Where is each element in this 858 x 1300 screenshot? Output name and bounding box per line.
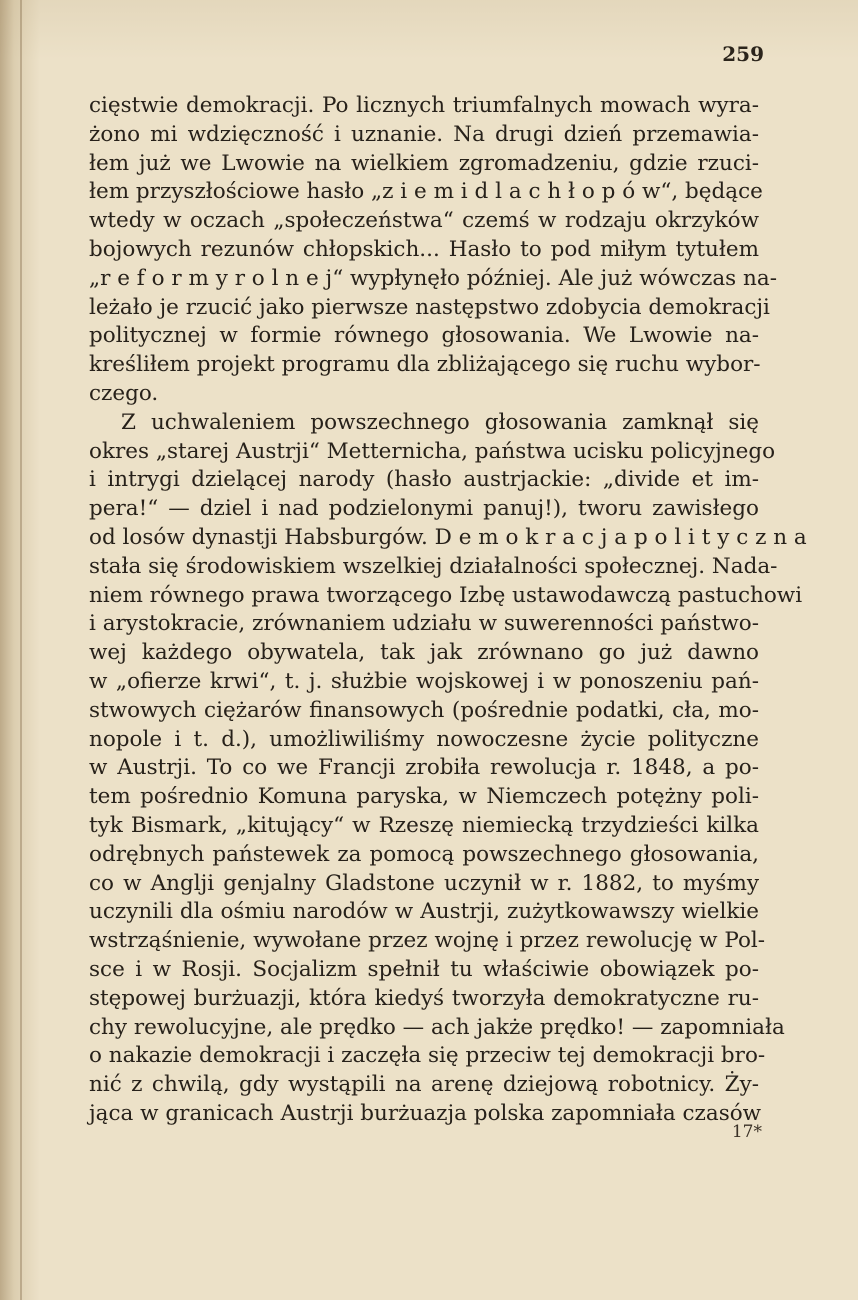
text-line: wtedy w oczach „społeczeństwa“ czemś w rodzaju okrzyków: [89, 208, 759, 234]
text-line: wstrząśnienie, wywołane przez wojnę i przez rewolucję w Pol-: [89, 928, 766, 954]
text-line: łem przyszłościowe hasło „z i e m i d l a c h ł o p ó w“, będące: [89, 179, 763, 205]
text-line: sce i w Rosji. Socjalizm spełnił tu właściwie obowiązek po-: [89, 956, 759, 982]
text-line: „r e f o r m y r o l n e j“ wypłynęło później. Ale już wówczas na-: [89, 265, 777, 291]
text-line: politycznej w formie równego głosowania. We Lwowie na-: [89, 323, 759, 349]
binding-gutter: [20, 0, 22, 1300]
text-line: jąca w granicach Austrji burżuazja polska zapomniała czasów: [89, 1100, 762, 1126]
text-line: niem równego prawa tworzącego Izbę ustawodawczą pastuchowi: [89, 582, 803, 608]
text-line: i intrygi dzielącej narody (hasło austrjackie: „divide et im-: [89, 467, 759, 493]
paragraph-end-line: czego.: [89, 380, 159, 406]
text-line: w „ofierze krwi“, t. j. służbie wojskowej i w ponoszeniu pań-: [89, 668, 759, 694]
page-number: 259: [722, 42, 764, 66]
text-line: okres „starej Austrji“ Metternicha, państwa ucisku policyjnego: [89, 438, 776, 464]
text-line: cięstwie demokracji. Po licznych triumfalnych mowach wyra-: [89, 93, 759, 118]
paragraph-start-line: Z uchwaleniem powszechnego głosowania zamknął się: [121, 409, 759, 435]
text-line: łem już we Lwowie na wielkiem zgromadzeniu, gdzie rzuci-: [89, 150, 759, 176]
text-line: odrębnych państewek za pomocą powszechnego głosowania,: [89, 841, 759, 867]
text-line: stała się środowiskiem wszelkiej działalności społecznej. Nada-: [89, 553, 778, 579]
text-line: uczynili dla ośmiu narodów w Austrji, zużytkowawszy wielkie: [89, 899, 759, 925]
text-line: tyk Bismark, „kitujący“ w Rzeszę niemiecką trzydzieści kilka: [89, 812, 759, 838]
text-line: w Austrji. To co we Francji zrobiła rewolucja r. 1848, a po-: [89, 755, 759, 781]
text-line: co w Anglji genjalny Gladstone uczynił w r. 1882, to myśmy: [89, 870, 759, 896]
text-line: bojowych rezunów chłopskich... Hasło to pod miłym tytułem: [89, 236, 759, 262]
text-line: stwowych ciężarów finansowych (pośrednie podatki, cła, mo-: [89, 697, 759, 723]
text-line: o nakazie demokracji i zaczęła się przeciw tej demokracji bro-: [89, 1043, 766, 1069]
body-text: [89, 92, 807, 1129]
text-line: wej każdego obywatela, tak jak zrównano go już dawno: [89, 640, 759, 666]
text-line: żono mi wdzięczność i uznanie. Na drugi dzień przemawia-: [89, 121, 759, 147]
text-line: i arystokracie, zrównaniem udziału w suwerenności państwo-: [89, 611, 759, 637]
text-line: leżało je rzucić jako pierwsze następstwo zdobycia demokracji: [89, 294, 770, 320]
text-line: kreśliłem projekt programu dla zbliżającego się ruchu wybor-: [89, 352, 761, 378]
text-line: od losów dynastji Habsburgów. D e m o k r a c j a p o l i t y c z n a: [89, 524, 807, 550]
signature-mark: 17*: [731, 1122, 762, 1142]
text-line: nić z chwilą, gdy wystąpili na arenę dziejową robotnicy. Ży-: [89, 1072, 759, 1098]
text-line: pera!“ — dziel i nad podzielonymi panuj!), tworu zawisłego: [89, 496, 759, 522]
text-line: nopole i t. d.), umożliwiliśmy nowoczesne życie polityczne: [89, 726, 759, 752]
text-line: tem pośrednio Komuna paryska, w Niemczech potężny poli-: [89, 784, 759, 810]
text-line: chy rewolucyjne, ale prędko — ach jakże prędko! — zapomniała: [89, 1014, 785, 1040]
text-line: stępowej burżuazji, która kiedyś tworzyła demokratyczne ru-: [89, 985, 759, 1011]
